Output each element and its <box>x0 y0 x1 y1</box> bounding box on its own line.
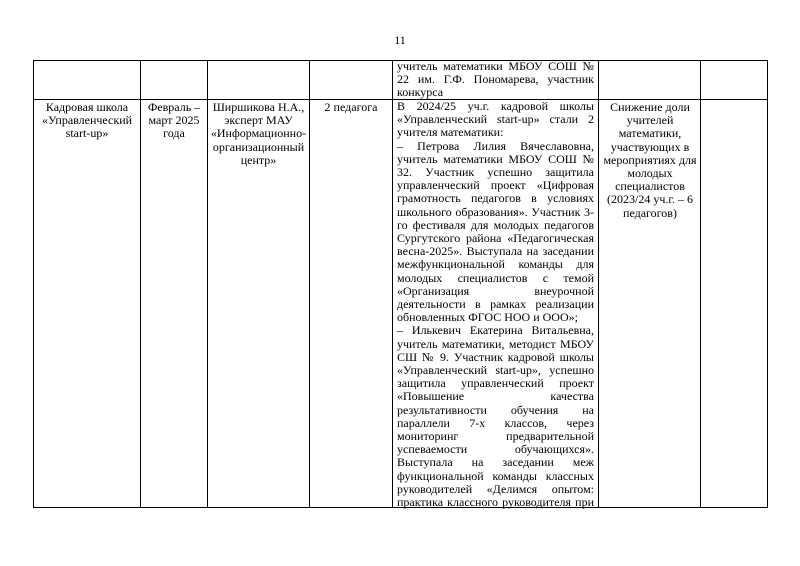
text-line: межфункциональной команды для <box>397 257 594 272</box>
text-line: молодых специалистов с темой <box>397 270 594 285</box>
col-border <box>392 60 393 508</box>
text-line: функциональной команды классных <box>397 468 594 483</box>
col-border <box>767 60 768 508</box>
text-line: – Илькевич Екатерина Витальевна, <box>397 323 594 338</box>
events-table <box>33 60 768 508</box>
text-line: учитель математики, методист МБОУ <box>397 336 594 351</box>
col-border <box>33 60 34 508</box>
effect-cell: Снижение доли учителей математики, участвующих в мероприятиях для молодых специалистов (2023/24 уч.г. – 6 педагогов) <box>603 100 697 220</box>
text-line: управленческий проект «Цифровая <box>397 178 594 193</box>
text-line: «Управленческий start-up», успешно <box>397 363 594 378</box>
result-cell <box>397 100 594 509</box>
text-line: го фестиваля для молодых педагогов <box>397 217 594 232</box>
text-line: Выступала на заседании меж <box>397 455 594 470</box>
text-line: «Управленческий start-up» стали 2 <box>397 112 594 127</box>
text-line: конкурса <box>397 85 444 100</box>
col-border <box>700 60 701 508</box>
text-line: «Организация внеурочной <box>397 283 594 298</box>
event-name-cell: Кадровая школа «Управленческий start-up» <box>41 100 133 141</box>
col-border <box>309 60 310 508</box>
text-line: Сургутского района «Педагогическая <box>397 231 594 246</box>
text-line: В 2024/25 уч.г. кадровой школы <box>397 99 594 113</box>
text-line: защитила управленческий проект <box>397 376 594 391</box>
responsible-cell: Ширшикова Н.А., эксперт МАУ «Информационно-организационный центр» <box>210 100 307 167</box>
text-line: параллели 7-х классов, через <box>397 415 594 430</box>
col-border <box>207 60 208 508</box>
text-line: руководителей «Делимся опытом: <box>397 481 594 496</box>
text-line: «Повышение качества <box>397 389 594 404</box>
text-line: результативности обучения на <box>397 402 594 417</box>
text-line: 22 им. Г.Ф. Пономарева, участник <box>397 72 594 87</box>
row1-result-cell <box>397 60 594 100</box>
text-line: успеваемости обучающихся». <box>397 442 594 457</box>
text-line: школьного образования». Участник 3- <box>397 204 594 219</box>
text-line: учителя математики: <box>397 125 504 140</box>
text-line: СШ № 9. Участник кадровой школы <box>397 349 594 364</box>
dates-cell: Февраль – март 2025 года <box>147 100 201 141</box>
col-border <box>598 60 599 508</box>
text-line: мониторинг предварительной <box>397 429 594 444</box>
participants-cell: 2 педагога <box>324 100 378 114</box>
text-line: весна-2025». Выступала на заседании <box>397 244 594 259</box>
text-line: обновленных ФГОС НОО и ООО»; <box>397 310 578 325</box>
text-line: учитель математики МБОУ СОШ № <box>397 151 594 166</box>
text-line: – Петрова Лилия Вячеславовна, <box>397 138 594 153</box>
text-line: деятельности в рамках реализации <box>397 297 594 312</box>
text-line: 32. Участник успешно защитила <box>397 165 594 180</box>
page-number: 11 <box>394 33 406 47</box>
text-line: практика классного руководителя при <box>397 495 594 510</box>
text-line: учитель математики МБОУ СОШ № <box>397 59 594 73</box>
text-line: грамотность педагогов в условиях <box>397 191 594 206</box>
col-border <box>140 60 141 508</box>
